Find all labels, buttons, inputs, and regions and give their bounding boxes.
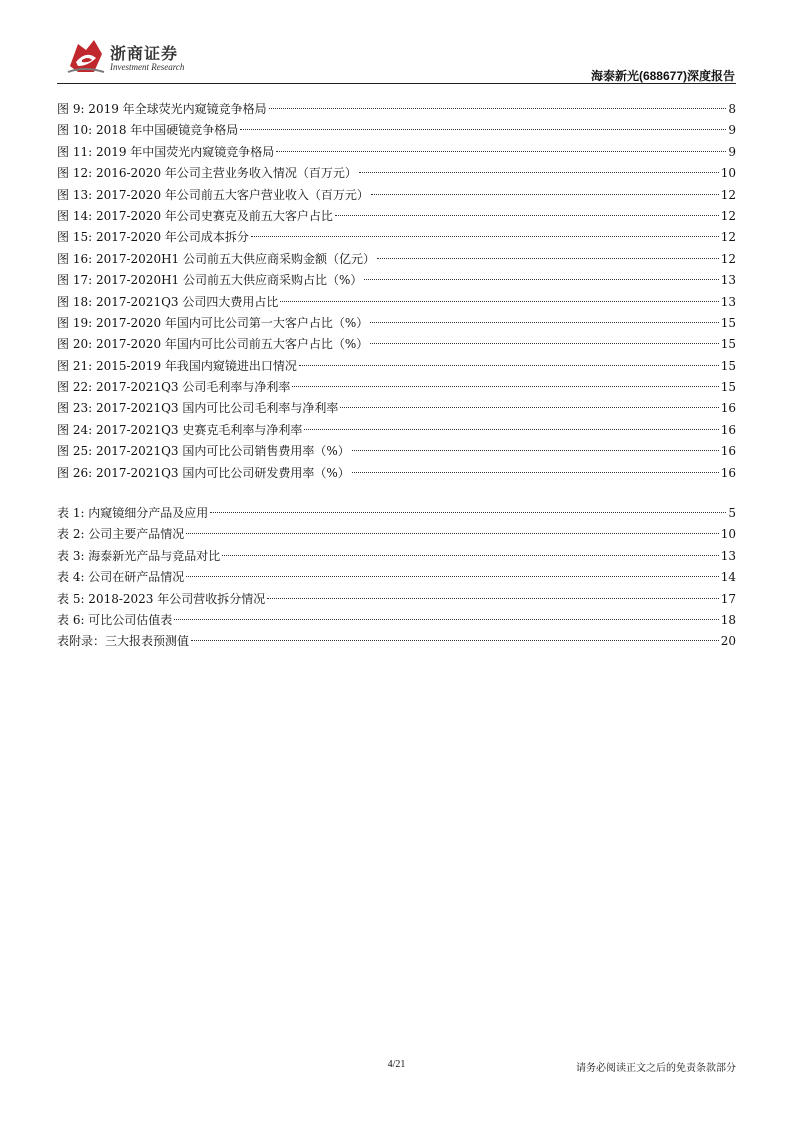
toc-entry[interactable]	[57, 441, 736, 462]
dot-leader	[269, 108, 727, 109]
toc-entry-page: 14	[720, 570, 736, 585]
page-footer	[57, 1059, 736, 1075]
toc-entry-label: 图 17: 2017-2020H1 公司前五大供应商采购占比（%）	[57, 273, 363, 288]
toc-entry[interactable]	[57, 313, 736, 334]
dot-leader	[267, 598, 718, 599]
toc-entry[interactable]	[57, 270, 736, 291]
toc-entry-page: 5	[728, 506, 736, 520]
toc-entry[interactable]	[57, 589, 736, 610]
toc-entry-page: 8	[728, 102, 736, 116]
toc-entry-page: 10	[720, 166, 736, 181]
toc-entry[interactable]	[57, 524, 736, 545]
dot-leader	[304, 429, 718, 430]
dot-leader	[370, 343, 718, 344]
dot-leader	[299, 365, 719, 366]
report-title: 海泰新光(688677)深度报告	[590, 69, 735, 83]
toc-entry-page: 13	[720, 294, 736, 309]
dot-leader	[359, 172, 719, 173]
page-header	[0, 0, 793, 90]
toc-entry[interactable]	[57, 142, 736, 163]
toc-entry-page: 16	[720, 465, 736, 480]
toc-entry[interactable]	[57, 120, 736, 141]
toc-entry-page: 15	[720, 337, 736, 352]
brand-tagline: Investment Research	[110, 62, 185, 72]
toc-entry-label: 表 4: 公司在研产品情况	[57, 570, 185, 585]
toc-entry[interactable]	[57, 463, 736, 484]
dot-leader	[276, 151, 726, 152]
dot-leader	[364, 279, 718, 280]
toc-entry-label: 图 12: 2016-2020 年公司主营业务收入情况（百万元）	[57, 166, 357, 181]
dot-leader	[280, 301, 718, 302]
toc-entry-page: 13	[720, 548, 736, 563]
toc-entry[interactable]	[57, 185, 736, 206]
toc-entry-label: 图 18: 2017-2021Q3 公司四大费用占比	[57, 294, 279, 309]
table-list	[57, 503, 736, 653]
toc-entry-label: 图 22: 2017-2021Q3 公司毛利率与净利率	[57, 380, 291, 395]
toc-entry-page: 15	[720, 358, 736, 373]
toc-entry[interactable]	[57, 206, 736, 227]
toc-entry-page: 15	[720, 380, 736, 395]
toc-entry-label: 图 20: 2017-2020 年国内可比公司前五大客户占比（%）	[57, 337, 369, 352]
toc-entry-label: 图 23: 2017-2021Q3 国内可比公司毛利率与净利率	[57, 401, 339, 416]
toc-entry-label: 图 14: 2017-2020 年公司史赛克及前五大客户占比	[57, 208, 333, 223]
toc-entry[interactable]	[57, 631, 736, 652]
toc-entry-page: 13	[720, 273, 736, 288]
dot-leader	[251, 236, 719, 237]
dot-leader	[292, 386, 718, 387]
toc-entry-page: 10	[720, 527, 736, 542]
dot-leader	[240, 129, 726, 130]
dot-leader	[370, 322, 718, 323]
dot-leader	[210, 512, 726, 513]
toc-entry[interactable]	[57, 227, 736, 248]
toc-entry[interactable]	[57, 503, 736, 524]
toc-entry-page: 16	[720, 444, 736, 459]
toc-entry-page: 12	[720, 208, 736, 223]
toc-entry[interactable]	[57, 377, 736, 398]
toc-entry-page: 20	[720, 634, 736, 649]
toc-entry-label: 表附录：三大报表预测值	[57, 634, 190, 649]
toc-entry-label: 图 11: 2019 年中国荧光内窥镜竞争格局	[57, 144, 275, 159]
page-number: 4/21	[387, 1059, 406, 1070]
toc-entry-label: 表 1: 内窥镜细分产品及应用	[57, 506, 209, 520]
toc-entry-label: 图 19: 2017-2020 年国内可比公司第一大客户占比（%）	[57, 315, 369, 330]
toc-entry-page: 16	[720, 401, 736, 416]
dot-leader	[340, 407, 718, 408]
toc-entry-label: 图 13: 2017-2020 年公司前五大客户营业收入（百万元）	[57, 187, 369, 202]
dot-leader	[174, 619, 718, 620]
toc-entry-page: 16	[720, 422, 736, 437]
toc-entry-page: 9	[728, 123, 736, 138]
dot-leader	[186, 576, 718, 577]
dot-leader	[352, 450, 719, 451]
toc-entry-page: 9	[728, 144, 736, 159]
toc-entry-page: 12	[720, 230, 736, 245]
dot-leader	[352, 472, 719, 473]
toc-entry-label: 表 2: 公司主要产品情况	[57, 527, 185, 542]
toc-entry[interactable]	[57, 99, 736, 120]
toc-entry[interactable]	[57, 420, 736, 441]
toc-entry-page: 18	[720, 612, 736, 627]
toc-entry-label: 表 6: 可比公司估值表	[57, 612, 173, 627]
toc-entry-page: 17	[720, 591, 736, 606]
toc-entry-label: 图 16: 2017-2020H1 公司前五大供应商采购金额（亿元）	[57, 251, 375, 266]
dot-leader	[371, 194, 719, 195]
toc-entry[interactable]	[57, 546, 736, 567]
toc-entry[interactable]	[57, 398, 736, 419]
toc-entry-label: 图 9: 2019 年全球荧光内窥镜竞争格局	[57, 102, 267, 116]
toc-entry-label: 表 3: 海泰新光产品与竞品对比	[57, 548, 221, 563]
toc-entry[interactable]	[57, 610, 736, 631]
toc-entry-label: 图 24: 2017-2021Q3 史赛克毛利率与净利率	[57, 422, 303, 437]
toc-entry-label: 图 25: 2017-2021Q3 国内可比公司销售费用率（%）	[57, 444, 350, 459]
disclaimer-note: 请务必阅读正文之后的免责条款部分	[576, 1063, 736, 1074]
toc-entry[interactable]	[57, 163, 736, 184]
toc-entry-label: 表 5: 2018-2023 年公司营收拆分情况	[57, 591, 266, 606]
toc-entry-label: 图 10: 2018 年中国硬镜竞争格局	[57, 123, 239, 138]
brand-name: 浙商证券	[110, 44, 179, 63]
toc-entry[interactable]	[57, 292, 736, 313]
dot-leader	[191, 640, 719, 641]
toc-entry-page: 15	[720, 315, 736, 330]
figure-list	[57, 99, 736, 484]
dot-leader	[377, 258, 719, 259]
dot-leader	[335, 215, 719, 216]
toc-entry-page: 12	[720, 251, 736, 266]
toc-entry-label: 图 21: 2015-2019 年我国内窥镜进出口情况	[57, 358, 297, 373]
toc-entry-label: 图 26: 2017-2021Q3 国内可比公司研发费用率（%）	[57, 465, 350, 480]
toc-entry-label: 图 15: 2017-2020 年公司成本拆分	[57, 230, 249, 245]
zheshang-logo-icon	[64, 36, 108, 76]
dot-leader	[186, 533, 718, 534]
dot-leader	[222, 555, 718, 556]
toc-entry[interactable]	[57, 334, 736, 355]
toc-entry[interactable]	[57, 356, 736, 377]
toc-entry[interactable]	[57, 567, 736, 588]
toc-entry-page: 12	[720, 187, 736, 202]
toc-entry[interactable]	[57, 249, 736, 270]
header-divider	[57, 83, 736, 84]
